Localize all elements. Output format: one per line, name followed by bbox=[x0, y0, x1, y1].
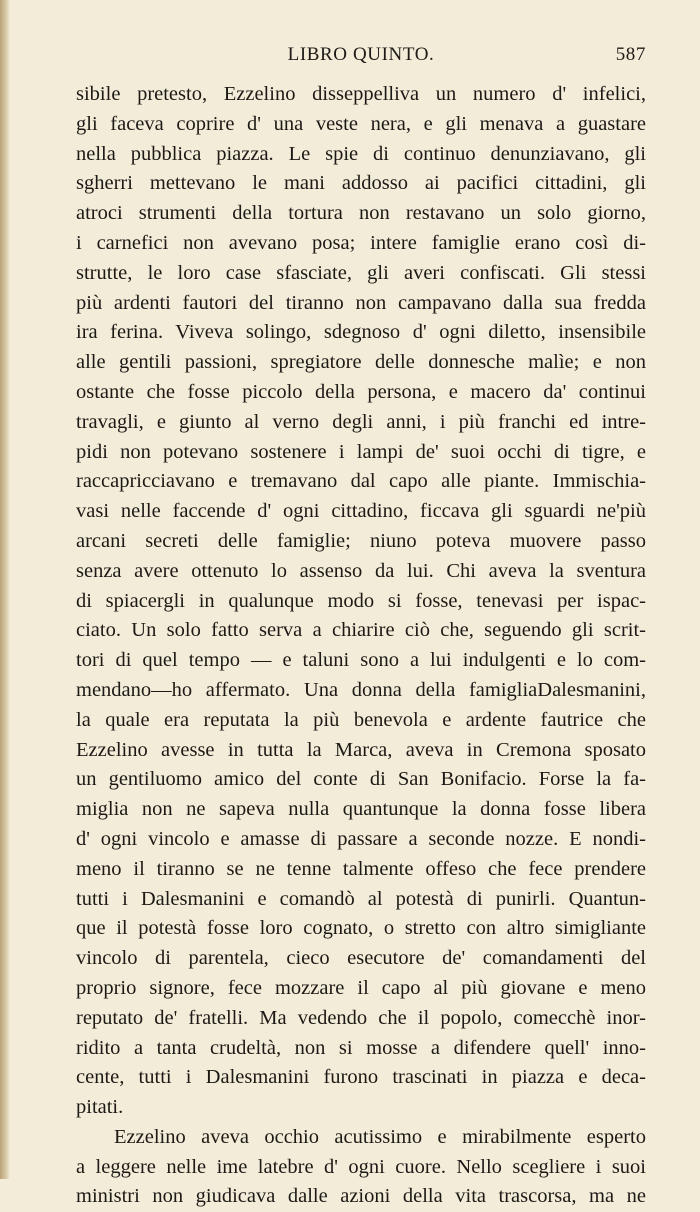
text-line: miglia non ne sapeva nulla quantunque la donna fosse libera bbox=[76, 798, 646, 821]
text-line: tori di quel tempo — e taluni sono a lui indulgenti e lo com- bbox=[76, 649, 646, 672]
text-line: nella pubblica piazza. Le spie di continuo denunziavano, gli bbox=[76, 142, 646, 165]
text-line: pidi non potevano sostenere i lampi de' suoi occhi di tigre, e bbox=[76, 440, 646, 463]
text-line: travagli, e giunto al verno degli anni, i più franchi ed intre- bbox=[76, 410, 646, 433]
text-line: ministri non giudicava dalle azioni della vita trascorsa, ma ne bbox=[76, 1185, 646, 1208]
text-line: reputato de' fratelli. Ma vedendo che il popolo, comecchè inor- bbox=[76, 1006, 646, 1029]
text-line: d' ogni vincolo e amasse di passare a seconde nozze. E nondi- bbox=[76, 827, 646, 850]
text-line: un gentiluomo amico del conte di San Bonifacio. Forse la fa- bbox=[76, 768, 646, 791]
text-line: Ezzelino avesse in tutta la Marca, aveva in Cremona sposato bbox=[76, 738, 646, 761]
text-line: atroci strumenti della tortura non restavano un solo giorno, bbox=[76, 202, 646, 225]
text-line: a leggere nelle ime latebre d' ogni cuore. Nello scegliere i suoi bbox=[76, 1155, 646, 1178]
text-line: arcani secreti delle famiglie; niuno poteva muovere passo bbox=[76, 529, 646, 552]
page-number: 587 bbox=[615, 44, 646, 65]
text-line: più ardenti fautori del tiranno non campavano dalla sua fredda bbox=[76, 291, 646, 314]
text-line: tutti i Dalesmanini e comandò al potestà di punirli. Quantun- bbox=[76, 887, 646, 910]
paragraph-start-line: Ezzelino aveva occhio acutissimo e mirabilmente esperto bbox=[114, 1125, 646, 1148]
text-line: alle gentili passioni, spregiatore delle donnesche malìe; e non bbox=[76, 351, 646, 374]
body-text bbox=[76, 80, 646, 1212]
text-line: cente, tutti i Dalesmanini furono trascinati in piazza e deca- bbox=[76, 1066, 646, 1089]
page-header bbox=[76, 44, 646, 74]
text-line: senza avere ottenuto lo assenso da lui. Chi aveva la sventura bbox=[76, 559, 646, 582]
text-line: gli faceva coprire d' una veste nera, e gli menava a guastare bbox=[76, 112, 646, 135]
text-line: vincolo di parentela, cieco esecutore de' comandamenti del bbox=[76, 947, 646, 970]
text-line: vasi nelle faccende d' ogni cittadino, ficcava gli sguardi ne'più bbox=[76, 500, 646, 523]
running-title: LIBRO QUINTO. bbox=[287, 44, 435, 65]
page-binding-edge bbox=[0, 0, 10, 1179]
text-line: ira ferina. Viveva solingo, sdegnoso d' ogni diletto, insensibile bbox=[76, 321, 646, 344]
paragraph-end-line: pitati. bbox=[76, 1096, 124, 1119]
text-line: i carnefici non avevano posa; intere famiglie erano così di- bbox=[76, 231, 646, 254]
text-line: di spiacergli in qualunque modo si fosse, tenevasi per ispac- bbox=[76, 589, 646, 612]
text-line: sgherri mettevano le mani addosso ai pacifici cittadini, gli bbox=[76, 172, 646, 195]
text-line: ridito a tanta crudeltà, non si mosse a difendere quell' inno- bbox=[76, 1036, 646, 1059]
text-line: la quale era reputata la più benevola e ardente fautrice che bbox=[76, 708, 646, 731]
text-line: meno il tiranno se ne tenne talmente offeso che fece prendere bbox=[76, 857, 646, 880]
text-line: ostante che fosse piccolo della persona, e macero da' continui bbox=[76, 380, 646, 403]
text-line: mendano—ho affermato. Una donna della famigliaDalesmanini, bbox=[76, 678, 646, 701]
text-line: ciato. Un solo fatto serva a chiarire ciò che, seguendo gli scrit- bbox=[76, 619, 646, 642]
text-line: proprio signore, fece mozzare il capo al più giovane e meno bbox=[76, 976, 646, 999]
text-line: que il potestà fosse loro cognato, o stretto con altro simigliante bbox=[76, 917, 646, 940]
text-line: raccapricciavano e tremavano dal capo alle piante. Immischia- bbox=[76, 470, 646, 493]
text-line: sibile pretesto, Ezzelino disseppelliva un numero d' infelici, bbox=[76, 83, 646, 105]
text-line: strutte, le loro case sfasciate, gli averi confiscati. Gli stessi bbox=[76, 261, 646, 284]
